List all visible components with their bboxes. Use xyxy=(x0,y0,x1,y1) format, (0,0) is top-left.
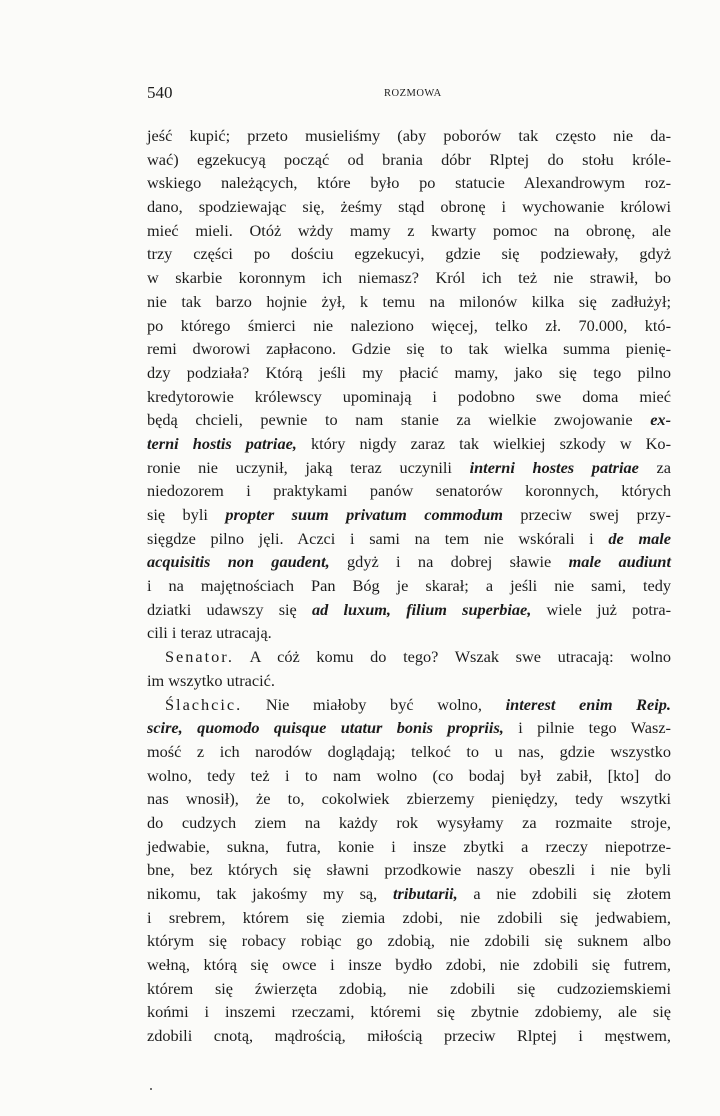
text-line xyxy=(147,811,671,835)
text-run: wolno, tedy też i to nam wolno (co bodaj był zabił, [kto] do xyxy=(147,765,671,785)
latin-phrase: interni hostes patriae xyxy=(469,457,639,477)
text-line xyxy=(147,669,671,693)
text-line xyxy=(147,977,671,1001)
text-line xyxy=(147,645,671,669)
text-line xyxy=(147,621,671,645)
text-run: jedwabie, sukna, futra, konie i insze zbytki a rzeczy niepotrze- xyxy=(147,836,671,856)
text-line xyxy=(147,242,671,266)
text-run: którem się źwierzęta zdobią, nie zdobili się cudzoziemskiemi xyxy=(147,978,671,998)
text-run: trzy części po dościu egzekucyi, gdzie się podziewały, gdyż xyxy=(147,244,671,264)
text-line xyxy=(147,953,671,977)
text-line xyxy=(147,219,671,243)
text-run: wskiego należących, które było po statucie Alexandrowym roz- xyxy=(147,173,671,193)
text-line xyxy=(147,764,671,788)
text-line xyxy=(147,361,671,385)
text-run: nas wnosił), że to, cokolwiek zbierzemy pieniędzy, tedy wszytki xyxy=(147,789,671,809)
text-line xyxy=(147,432,671,456)
text-run: do cudzych ziem na każdy rok wysyłamy za rozmaite stroje, xyxy=(147,812,671,832)
latin-phrase: ad luxum, filium superbiae, xyxy=(312,599,532,619)
text-run: im wszytko utracić. xyxy=(147,670,275,690)
text-line xyxy=(147,882,671,906)
text-line xyxy=(147,1024,671,1048)
text-line xyxy=(147,693,671,717)
text-line xyxy=(147,171,671,195)
text-run: dziatki udawszy się xyxy=(147,599,312,619)
text-run: będą chcieli, pewnie to nam stanie za wielkie zwojowanie xyxy=(147,410,651,430)
text-run: mieć mieli. Otóż wżdy mamy z kwarty pomoc na obronę, ale xyxy=(147,220,671,240)
text-run: wać) egzekucyą począć od brania dóbr Rlptej do stołu króle- xyxy=(147,149,671,169)
text-run: się byli xyxy=(147,505,226,524)
text-line xyxy=(147,195,671,219)
text-run: i pilnie tego Wasz- xyxy=(503,718,671,738)
text-run: Nie miałoby być wolno, xyxy=(242,694,506,714)
text-line xyxy=(147,527,671,551)
text-line xyxy=(147,266,671,290)
text-line xyxy=(147,290,671,314)
text-line xyxy=(147,716,671,740)
latin-phrase: de male xyxy=(608,528,672,548)
text-run: wiele już potra- xyxy=(531,599,671,619)
text-run: w skarbie koronnym ich niemasz? Król ich też nie strawił, bo xyxy=(147,268,671,288)
text-run: bne, bez których się sławni przodkowie naszy obeszli i nie byli xyxy=(147,860,671,880)
text-run: zdobili cnotą, mądrością, miłością przeciw Rlptej i męstwem, xyxy=(147,1026,671,1046)
text-line xyxy=(147,503,671,527)
latin-phrase: male audiunt xyxy=(568,552,672,572)
text-line xyxy=(147,408,671,432)
text-line xyxy=(147,124,671,148)
text-run: który nigdy zaraz tak wielkiej szkody w Ko- xyxy=(296,433,671,453)
text-run: końmi i inszemi rzeczami, któremi się zbytnie zdobiemy, ale się xyxy=(147,1002,671,1022)
text-run: nikomu, tak jakośmy my są, xyxy=(147,884,393,903)
text-run: wełną, którą się owce i insze bydło zdobi, nie zdobili się futrem, xyxy=(147,955,671,975)
text-line xyxy=(147,1000,671,1024)
text-line xyxy=(147,906,671,930)
text-run: cili i teraz utracają. xyxy=(147,623,272,643)
text-line xyxy=(147,929,671,953)
text-line xyxy=(147,148,671,172)
latin-phrase: terni hostis patriae, xyxy=(147,433,297,453)
text-run: jeść kupić; przeto musieliśmy (aby poborów tak często nie da- xyxy=(147,126,671,145)
text-line xyxy=(147,598,671,622)
text-run: kredytorowie królewscy upominają i podobno swe doma mieć xyxy=(147,386,671,406)
text-run: nie tak barzo hojnie żył, k temu na milonów kilka się zadłużył; xyxy=(147,291,671,311)
text-run: remi dworowi zapłacono. Gdzie się to tak wielka summa pienię- xyxy=(147,339,671,359)
latin-phrase: acquisitis non gaudent, xyxy=(147,552,330,572)
text-run: A cóż komu do tego? Wszak swe utracają: wolno xyxy=(233,647,671,667)
page-number: 540 xyxy=(147,83,173,102)
text-run: i na majętnościach Pan Bóg je skarał; a jeśli nie sami, tedy xyxy=(147,576,671,596)
text-run: za xyxy=(638,457,671,477)
text-run: i srebrem, którem się ziemia zdobi, nie zdobili się jedwabiem, xyxy=(147,907,671,927)
running-head: ROZMOWA xyxy=(384,88,442,99)
text-line xyxy=(147,740,671,764)
page-header xyxy=(147,83,671,107)
body-text xyxy=(147,124,671,1048)
text-line xyxy=(147,385,671,409)
latin-phrase: interest enim Reip. xyxy=(505,694,672,714)
text-run: sięgdze pilno jęli. Aczci i sami na tem nie wskórali i xyxy=(147,528,609,548)
text-run: którym się robacy robiąc go zdobią, nie zdobili się suknem albo xyxy=(147,931,671,951)
text-line xyxy=(147,835,671,859)
text-run: niedozorem i praktykami panów senatorów koronnych, których xyxy=(147,481,671,501)
scan-speck xyxy=(150,1088,152,1090)
text-run: mość z ich narodów doglądają; telkoć to u nas, gdzie wszystko xyxy=(147,741,671,761)
latin-phrase: propter suum privatum commodum xyxy=(225,505,503,524)
text-run: gdyż i na dobrej sławie xyxy=(329,552,569,572)
text-run: dano, spodziewając się, żeśmy stąd obronę i wychowanie królowi xyxy=(147,197,671,217)
text-run: po którego śmierci nie naleziono więcej, telko zł. 70.000, któ- xyxy=(147,315,671,335)
latin-phrase: scire, quomodo quisque utatur bonis propriis, xyxy=(147,718,504,738)
text-line xyxy=(147,314,671,338)
text-run: ronie nie uczynił, jaką teraz uczynili xyxy=(147,457,470,477)
text-run: dzy podziała? Którą jeśli my płacić mamy, jako się tego pilno xyxy=(147,362,671,382)
text-line xyxy=(147,550,671,574)
latin-phrase: ex- xyxy=(650,410,671,430)
text-line xyxy=(147,456,671,480)
text-line xyxy=(147,787,671,811)
speaker-name: Ślachcic. xyxy=(165,694,243,714)
speaker-name: Senator. xyxy=(165,647,234,667)
text-line xyxy=(147,858,671,882)
text-run: przeciw swej przy- xyxy=(502,505,671,524)
text-line xyxy=(147,479,671,503)
text-line xyxy=(147,337,671,361)
text-run: a nie zdobili się złotem xyxy=(457,884,672,903)
text-line xyxy=(147,574,671,598)
latin-phrase: tributarii, xyxy=(392,884,458,903)
